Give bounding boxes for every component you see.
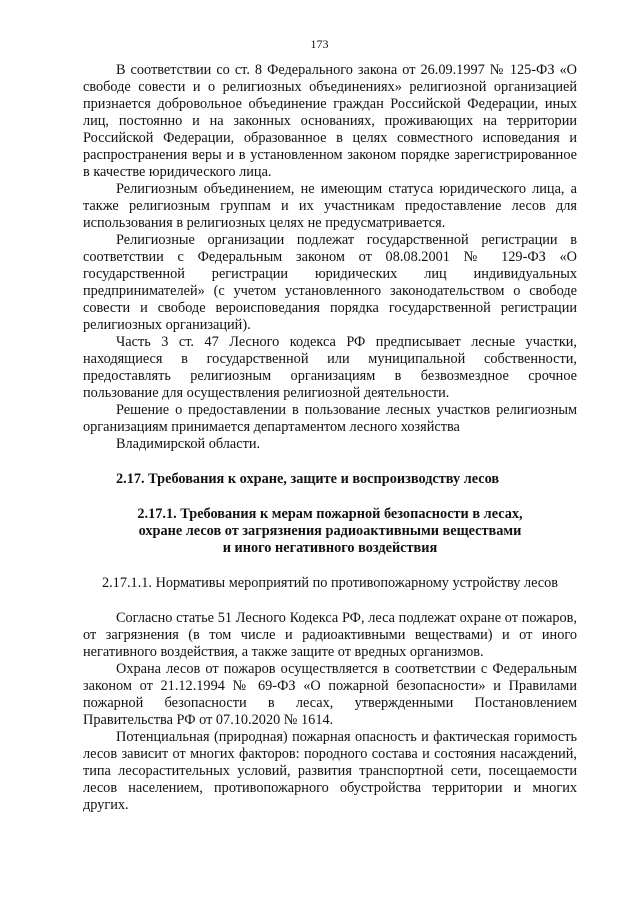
page-body: [83, 62, 577, 814]
subsection-heading-line: охране лесов от загрязнения радиоактивными веществами: [138, 523, 522, 539]
subsection-heading-2-17-1: [83, 506, 577, 557]
paragraph-fire-protection-law: Охрана лесов от пожаров осуществляется в соответствии с Федеральным законом от 21.12.1994 № 69-ФЗ «О пожарной безопасности» и Правилами пожарной безопасности в лесах, утвержденными Постановлением Правительства РФ от 07.10.2020 № 1614.: [83, 661, 577, 728]
subsection-heading-line: и иного негативного воздействия: [222, 540, 438, 556]
subsection-heading-line: 2.17.1. Требования к мерам пожарной безопасности в лесах,: [137, 506, 523, 522]
paragraph-religious-organization-definition: В соответствии со ст. 8 Федерального закона от 26.09.1997 № 125-ФЗ «О свободе совести и о религиозных объединениях» религиозной организацией признается добровольное объединение граждан Российской Федерации, иных лиц, постоянно и на законных основаниях, проживающих на территории Российской Федерации, образованное в целях совместного исповедания и распространения веры и в установленном законом порядке зарегистрированное в качестве юридического лица.: [83, 62, 577, 180]
section-heading-2-17: 2.17. Требования к охране, защите и воспроизводству лесов: [116, 471, 500, 487]
paragraph-state-registration: Религиозные организации подлежат государственной регистрации в соответствии с Федеральным законом от 08.08.2001 № 129-ФЗ «О государственной регистрации юридических лиц индивидуальных предпринимателей» (с учетом установленного законодательством о свободе совести и свободе вероисповедания порядка государственной регистрации религиозных организаций).: [83, 232, 577, 333]
paragraph-forest-code-article-47: Часть 3 ст. 47 Лесного кодекса РФ предписывает лесные участки, находящиеся в государственной или муниципальной собственности, предоставлять религиозным организациям в безвозмездное срочное пользование для осуществления религиозной деятельности.: [83, 334, 577, 401]
page-number: 173: [310, 37, 329, 51]
paragraph-religious-association: Религиозным объединением, не имеющим статуса юридического лица, а также религиозным группам и их участникам предоставление лесов для использования в религиозных целях не предусматривается.: [83, 181, 577, 231]
paragraph-fire-hazard-factors: Потенциальная (природная) пожарная опасность и фактическая горимость лесов зависит от многих факторов: породного состава и состояния насаждений, типа лесорастительных условий, развития транспортной сети, посещаемости лесов населением, противопожарного обустройства территории и многих других.: [83, 729, 577, 813]
line-vladimir-region: Владимирской области.: [116, 436, 261, 452]
paragraph-decision-forestry-department: Решение о предоставлении в пользование лесных участков религиозным организациям принимается департаментом лесного хозяйства: [83, 402, 577, 435]
subsubsection-heading-2-17-1-1: 2.17.1.1. Нормативы мероприятий по противопожарному устройству лесов: [101, 575, 559, 591]
paragraph-forest-code-article-51: Согласно статье 51 Лесного Кодекса РФ, леса подлежат охране от пожаров, от загрязнения (в том числе и радиоактивными веществами) и от иного негативного воздействия, а также защите от вредных организмов.: [83, 610, 577, 660]
